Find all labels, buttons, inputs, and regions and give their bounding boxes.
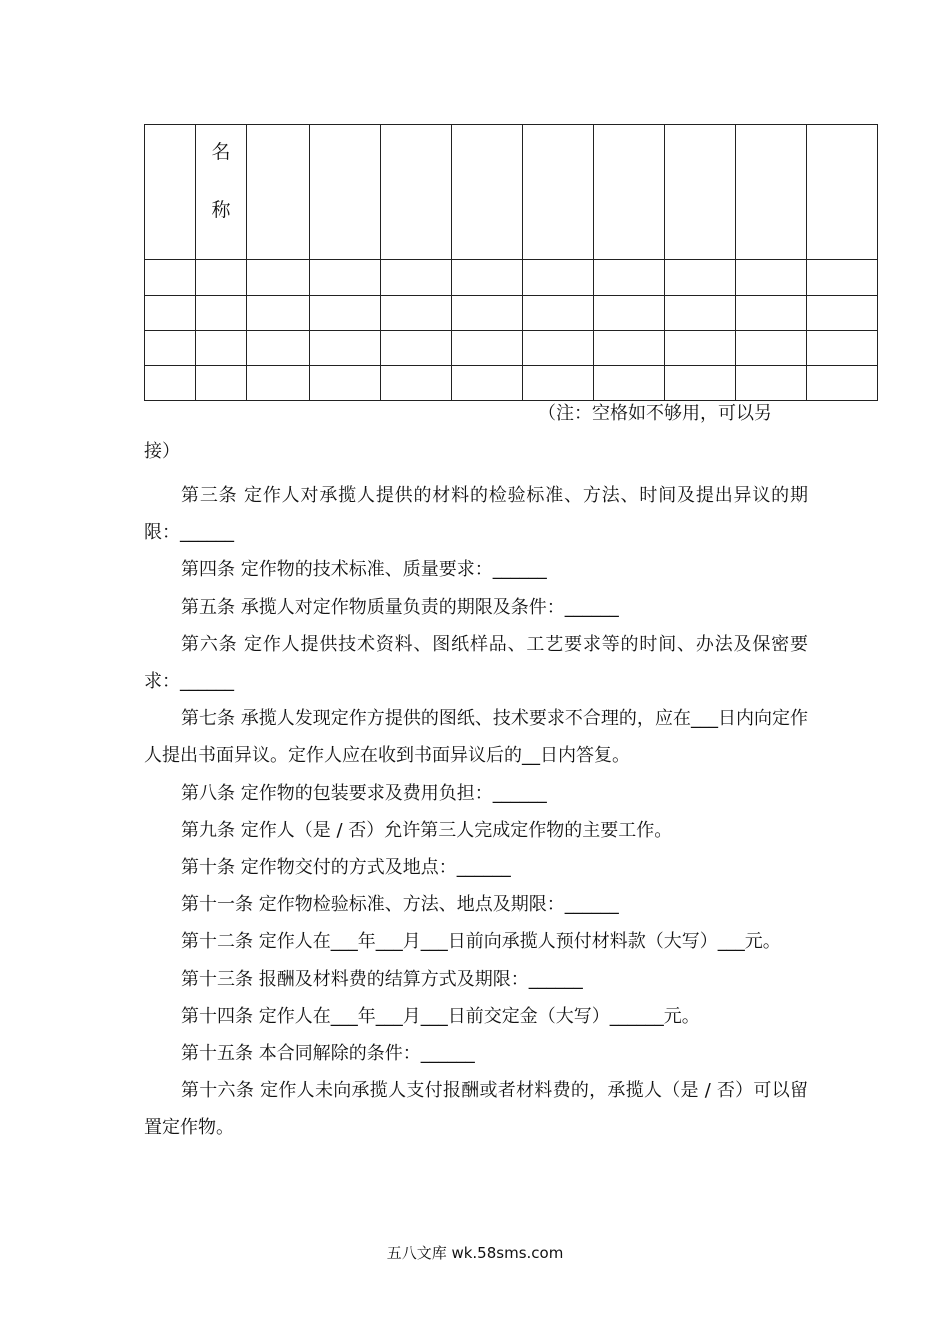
clause-paragraph: 第十六条 定作人未向承揽人支付报酬或者材料费的，承揽人（是 / 否）可以留置定作物。 [144,1080,808,1139]
table-note-continued: 接） [144,441,180,462]
table-cell [807,365,878,400]
table-cell [736,125,807,260]
table-cell [452,330,523,365]
table-cell [665,260,736,295]
table-row [145,260,878,295]
table-header-row [145,125,878,260]
table-cell [736,330,807,365]
table-cell [452,260,523,295]
header-char: 称 [211,199,231,221]
clause-paragraph: 第六条 定作人提供技术资料、图纸样品、工艺要求等的时间、办法及保密要求：______ [144,633,808,693]
clause-paragraph: 第十条 定作物交付的方式及地点：______ [181,857,511,879]
table-cell [196,330,247,365]
table-cell [452,295,523,330]
clause-paragraph: 第十一条 定作物检验标准、方法、地点及期限：______ [181,894,619,916]
table-cell [665,330,736,365]
table-cell [196,365,247,400]
clause-paragraph: 第九条 定作人（是 / 否）允许第三人完成定作物的主要工作。 [181,819,673,841]
table-cell [145,330,196,365]
table-cell [807,260,878,295]
clause-paragraph: 第十三条 报酬及材料费的结算方式及期限：______ [181,968,583,990]
table-cell [310,365,381,400]
table-cell [523,365,594,400]
table-cell [145,365,196,400]
table-cell [145,295,196,330]
table-note: （注：空格如不够用，可以另 [538,403,772,424]
table-cell [594,125,665,260]
table-cell [594,260,665,295]
table-cell [807,330,878,365]
table-cell [665,295,736,330]
table-body [145,260,878,401]
table-cell [247,260,310,295]
contract-clauses [144,477,808,1147]
table-cell [452,125,523,260]
name-header-cell [196,125,247,260]
table-cell [523,260,594,295]
table-cell [665,125,736,260]
table-cell [381,260,452,295]
table-cell [523,125,594,260]
table-cell [247,330,310,365]
table-cell [310,125,381,260]
table-cell [523,330,594,365]
table-cell [381,295,452,330]
header-char: 名 [211,141,231,163]
table-cell [736,295,807,330]
table-cell [247,365,310,400]
footer-watermark: 五八文库 wk.58sms.com [386,1244,564,1262]
clause-paragraph: 第五条 承揽人对定作物质量负责的期限及条件：______ [181,596,619,618]
clause-paragraph: 第八条 定作物的包装要求及费用负担：______ [181,782,547,804]
table-cell [145,125,196,260]
table-cell [736,260,807,295]
table-cell [310,260,381,295]
table-cell [594,295,665,330]
clause-paragraph: 第十五条 本合同解除的条件：______ [181,1043,475,1065]
table-cell [594,365,665,400]
clause-paragraph: 第七条 承揽人发现定作方提供的图纸、技术要求不合理的，应在___日内向定作人提出书面异议。定作人应在收到书面异议后的__日内答复。 [144,708,808,767]
clause-paragraph: 第三条 定作人对承揽人提供的材料的检验标准、方法、时间及提出异议的期限：______ [144,485,808,544]
clause-paragraph: 第十四条 定作人在___年___月___日前交定金（大写）______元。 [181,1005,700,1027]
table-cell [247,125,310,260]
table-cell [196,295,247,330]
table-cell [594,330,665,365]
clause-paragraph: 第四条 定作物的技术标准、质量要求：______ [181,559,547,581]
table-row [145,365,878,400]
table-cell [381,125,452,260]
table-cell [381,330,452,365]
table-cell [196,260,247,295]
table-cell [247,295,310,330]
table-row [145,330,878,365]
table-cell [310,330,381,365]
table-cell [452,365,523,400]
table-cell [381,365,452,400]
table-cell [310,295,381,330]
table-cell [807,295,878,330]
table-cell [807,125,878,260]
table-cell [665,365,736,400]
table-cell [145,260,196,295]
table-cell [736,365,807,400]
material-table [144,124,878,401]
table-row [145,295,878,330]
table-cell [523,295,594,330]
clause-paragraph: 第十二条 定作人在___年___月___日前向承揽人预付材料款（大写）___元。 [181,931,781,953]
